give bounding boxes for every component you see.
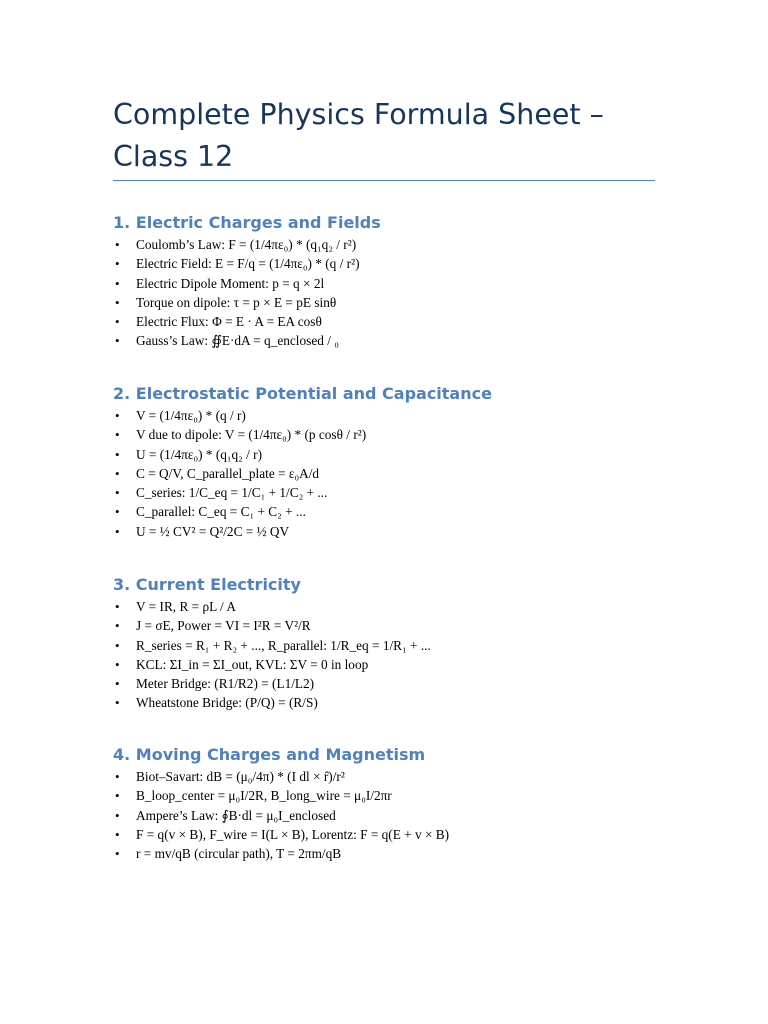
formula-text: Coulomb’s Law: F = (1/4πε₀) * (q₁q₂ / r²) xyxy=(136,237,357,252)
formula-text: U = (1/4πε₀) * (q₁q₂ / r) xyxy=(136,446,263,462)
formula-text: U = ½ CV² = Q²/2C = ½ QV xyxy=(136,523,290,539)
formula-text: r = mv/qB (circular path), T = 2πm/qB xyxy=(136,846,342,862)
list-item xyxy=(113,655,673,674)
list-item xyxy=(113,636,673,655)
formula-text: Ampere’s Law: ∮B·dl = μ₀I_enclosed xyxy=(136,807,336,823)
formula-text: V = IR, R = ρL / A xyxy=(136,599,236,614)
bullet-icon: • xyxy=(115,333,120,349)
bullet-icon: • xyxy=(115,465,120,481)
section-heading: 1. Electric Charges and Fields xyxy=(113,213,381,232)
list-item xyxy=(113,597,673,616)
formula-list xyxy=(113,597,673,713)
list-item xyxy=(113,844,673,863)
formula-text: C_parallel: C_eq = C₁ + C₂ + ... xyxy=(136,504,306,520)
bullet-icon: • xyxy=(115,485,120,501)
page-title: Complete Physics Formula Sheet – Class 12 xyxy=(113,98,604,173)
list-item xyxy=(113,616,673,635)
section-electric-charges-and-fields xyxy=(113,212,673,351)
bullet-icon: • xyxy=(115,637,120,653)
list-item xyxy=(113,483,673,502)
bullet-icon: • xyxy=(115,275,120,291)
list-item xyxy=(113,693,673,712)
formula-text: V due to dipole: V = (1/4πε₀) * (p cosθ / r²) xyxy=(136,427,367,443)
formula-text: V = (1/4πε₀) * (q / r) xyxy=(136,408,246,423)
list-item xyxy=(113,464,673,483)
bullet-icon: • xyxy=(115,618,120,634)
formula-text: B_loop_center = μ₀I/2R, B_long_wire = μ₀I/2πr xyxy=(136,788,392,804)
section-heading: 4. Moving Charges and Magnetism xyxy=(113,745,426,764)
list-item xyxy=(113,806,673,825)
bullet-icon: • xyxy=(115,788,120,804)
section-heading: 3. Current Electricity xyxy=(113,575,301,594)
bullet-icon: • xyxy=(115,523,120,539)
formula-text: F = q(v × B), F_wire = I(L × B), Lorentz: F = q(E + v × B) xyxy=(136,826,450,842)
bullet-icon: • xyxy=(115,695,120,711)
bullet-icon: • xyxy=(115,256,120,272)
list-item xyxy=(113,331,673,350)
list-item xyxy=(113,274,673,293)
formula-list xyxy=(113,406,673,541)
formula-text: KCL: ΣI_in = ΣI_out, KVL: ΣV = 0 in loop xyxy=(136,656,369,672)
list-item xyxy=(113,425,673,444)
list-item xyxy=(113,522,673,541)
formula-text: Wheatstone Bridge: (P/Q) = (R/S) xyxy=(136,695,318,711)
formula-text: C_series: 1/C_eq = 1/C₁ + 1/C₂ + ... xyxy=(136,485,328,501)
bullet-icon: • xyxy=(115,408,120,423)
formula-text: Electric Flux: Φ = E · A = EA cosθ xyxy=(136,314,322,330)
bullet-icon: • xyxy=(115,656,120,672)
list-item xyxy=(113,786,673,805)
section-current-electricity xyxy=(113,574,673,713)
bullet-icon: • xyxy=(115,807,120,823)
formula-text: Electric Field: E = F/q = (1/4πε₀) * (q / r²) xyxy=(136,256,360,272)
formula-text: R_series = R₁ + R₂ + ..., R_parallel: 1/R_eq = 1/R₁ + ... xyxy=(136,637,431,653)
bullet-icon: • xyxy=(115,826,120,842)
section-moving-charges-and-magnetism xyxy=(113,744,673,863)
formula-text: Biot–Savart: dB = (μ₀/4π) * (I dl × r̂)/r² xyxy=(136,769,345,784)
list-item xyxy=(113,254,673,273)
bullet-icon: • xyxy=(115,599,120,614)
list-item xyxy=(113,502,673,521)
list-item xyxy=(113,406,673,425)
bullet-icon: • xyxy=(115,446,120,462)
list-item xyxy=(113,312,673,331)
bullet-icon: • xyxy=(115,237,120,252)
bullet-icon: • xyxy=(115,846,120,862)
list-item xyxy=(113,825,673,844)
bullet-icon: • xyxy=(115,427,120,443)
list-item xyxy=(113,445,673,464)
formula-list xyxy=(113,767,673,863)
list-item xyxy=(113,293,673,312)
formula-text: Meter Bridge: (R1/R2) = (L1/L2) xyxy=(136,676,315,692)
bullet-icon: • xyxy=(115,504,120,520)
formula-text: J = σE, Power = VI = I²R = V²/R xyxy=(136,618,311,634)
formula-text: C = Q/V, C_parallel_plate = ε₀A/d xyxy=(136,465,320,481)
formula-text: Electric Dipole Moment: p = q × 2l xyxy=(136,275,325,291)
bullet-icon: • xyxy=(115,294,120,310)
bullet-icon: • xyxy=(115,676,120,692)
formula-text: Torque on dipole: τ = p × E = pE sinθ xyxy=(136,294,337,310)
list-item xyxy=(113,674,673,693)
bullet-icon: • xyxy=(115,769,120,784)
list-item xyxy=(113,767,673,786)
list-item xyxy=(113,235,673,254)
bullet-icon: • xyxy=(115,314,120,330)
section-heading: 2. Electrostatic Potential and Capacitance xyxy=(113,384,492,403)
section-electrostatic-potential-and-capacitance xyxy=(113,383,673,541)
formula-text: Gauss’s Law: ∯E·dA = q_enclosed / ₀ xyxy=(136,333,339,349)
formula-list xyxy=(113,235,673,351)
title-underline xyxy=(113,180,655,181)
